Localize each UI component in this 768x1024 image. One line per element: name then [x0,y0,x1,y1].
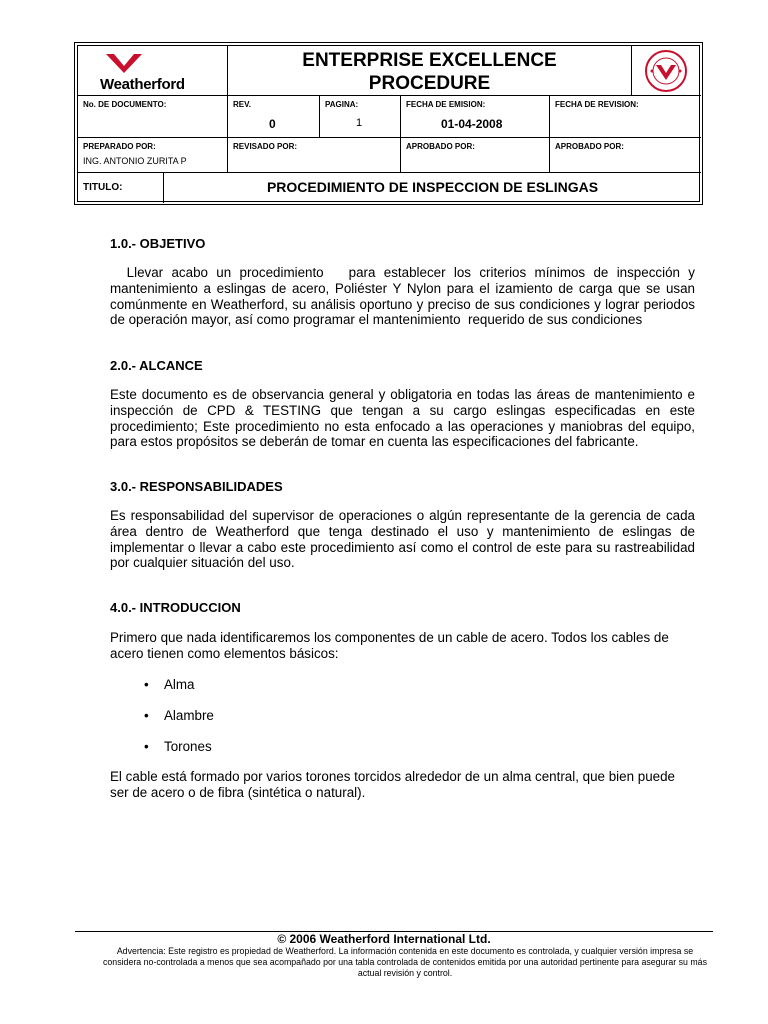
bullet-text: Torones [164,739,212,754]
footer-warning: Advertencia: Este registro es propiedad de Weatherford. La información contenida en este documento es controlada, y cualquier versión impresa se considera no-controlada a menos que sea acompañado por una tabla controlada de contenidos emitida por una autoridad pertinente para asegurar su más actual revisión y control. [103,946,707,978]
revision-date-label: FECHA DE REVISION: [555,100,639,109]
approved2-cell [550,138,701,173]
logo-cell [78,46,228,96]
revision-date-cell [550,96,701,138]
footer-copyright: © 2006 Weatherford International Ltd. [277,932,491,946]
approved1-label: APROBADO POR: [406,142,475,151]
rev-cell [228,96,320,138]
header-table [74,42,703,205]
page-label: PAGINA: [325,100,359,109]
section-text-alcance: Este documento es de observancia general y obligatoria en todas las áreas de mantenimiento e inspección de CPD & TESTING que tengan a su cargo eslingas especificadas en este procedimiento; Este procedimiento no esta enfocado a las operaciones y maniobras del equipo, para estos propósitos se deberán de tomar en cuenta las especificaciones del fabricante. [110,387,695,450]
emission-label: FECHA DE EMISION: [406,100,486,109]
prepared-cell [78,138,228,173]
seal-cell [632,46,701,96]
doc-no-label: No. DE DOCUMENTO: [83,100,167,109]
section-heading-objetivo: 1.0.- OBJETIVO [110,236,206,251]
section-heading-introduccion: 4.0.- INTRODUCCION [110,600,241,615]
emission-value: 01-04-2008 [441,117,503,131]
doc-no-cell [78,96,228,138]
bullet-text: Alambre [164,708,214,723]
titulo-value: PROCEDIMIENTO DE INSPECCION DE ESLINGAS [266,179,599,195]
titulo-label-cell [78,173,164,203]
closing-text: El cable está formado por varios torones torcidos alrededor de un alma central, que bien puede ser de acero o de fibra (sintética o natural). [110,769,675,800]
rev-value: 0 [269,117,276,131]
page-cell [320,96,401,138]
page-value: 1 [356,117,363,129]
list-item: • Alma [144,677,195,692]
weatherford-logo-icon [104,52,144,74]
emission-cell [401,96,550,138]
prepared-value: ING. ANTONIO ZURITA P [83,156,187,166]
bullet-text: Alma [164,677,195,692]
approved2-label: APROBADO POR: [555,142,624,151]
section-text-responsabilidades: Es responsabilidad del supervisor de operaciones o algún representante de la gerencia de cada área dentro de Weatherford que tenga destinado el uso y mantenimiento de eslingas de implementar o llevar a cabo este procedimiento así como el control de este para su rastreabilidad por cualquier situación del uso. [110,508,695,571]
section-text-objetivo: Llevar acabo un procedimiento para establecer los criterios mínimos de inspección y mantenimiento a eslingas de acero, Poliéster Y Nylon para el izamiento de carga que se usan comúnmente en Weatherford, su análisis oportuno y preciso de sus condiciones y lograr periodos de operación mayor, así como programar el mantenimiento requerido de sus condiciones [110,265,699,328]
section-heading-alcance: 2.0.- ALCANCE [110,358,203,373]
titulo-label: TITULO: [83,182,123,193]
list-item: • Alambre [144,708,214,723]
doc-title-line2: PROCEDURE [368,73,491,94]
section-text-introduccion: Primero que nada identificaremos los componentes de un cable de acero. Todos los cables de acero tienen como elementos básicos: [110,630,669,661]
reviewed-cell [228,138,401,173]
section-heading-responsabilidades: 3.0.- RESPONSABILIDADES [110,479,283,494]
reviewed-label: REVISADO POR: [233,142,298,151]
titulo-value-cell [164,173,701,203]
rev-label: REV. [233,100,251,109]
title-cell [228,46,632,96]
list-item: • Torones [144,739,212,754]
approved1-cell [401,138,550,173]
excellence-seal-icon [644,49,688,93]
doc-title-line1: ENTERPRISE EXCELLENCE [302,50,557,71]
prepared-label: PREPARADO POR: [83,142,156,151]
company-logo-text: Weatherford [100,76,185,93]
